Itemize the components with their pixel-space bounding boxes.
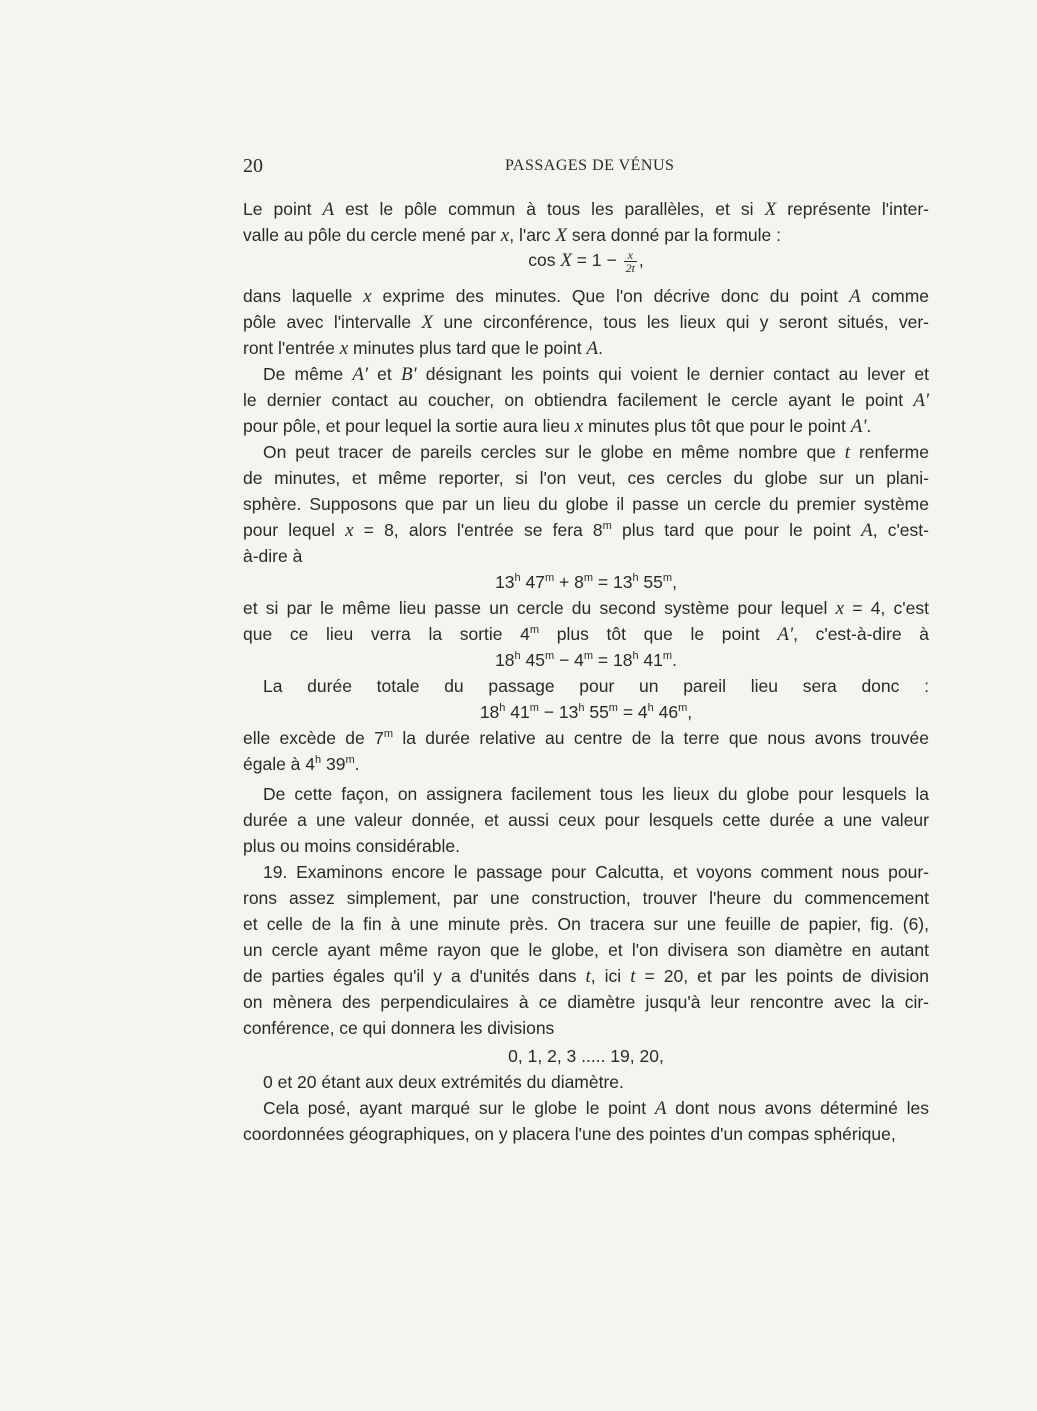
equation: 18$^h$ $41^m - 13^h$ $55^m = 4^h$ 46$^m$, <box>479 702 693 722</box>
text-line: un cercle ayant même rayon que le globe, et l'on divisera son diamètre en autant <box>243 940 929 960</box>
text-line: que ce lieu verra la sortie 4$^m$ plus tôt que le point A', c'est-à-dire à <box>243 624 930 645</box>
equation: 18$^h$ $45^m - 4^m = 18^h$ 41$^m$. <box>495 650 677 670</box>
text-line: 0 et 20 étant aux deux extrémités du diamètre. <box>263 1072 624 1092</box>
text-line: conférence, ce qui donnera les divisions <box>243 1018 555 1038</box>
text-line: durée a une valeur donnée, et aussi ceux pour lesquels cette durée a une valeur <box>243 810 929 830</box>
text-line: coordonnées géographiques, on y placera l'une des pointes d'un compas sphérique, <box>243 1124 896 1144</box>
text-line: Le point A est le pôle commun à tous les parallèles, et si X représente l'inter- <box>243 199 929 220</box>
text-line: égale à 4$^h$ 39$^m$. <box>243 754 360 774</box>
equation: 13$^h$ $47^m + 8^m = 13^h$ 55$^m$, <box>495 572 677 592</box>
text-line: pour pôle, et pour lequel la sortie aura lieu x minutes plus tôt que pour le point A'. <box>243 416 872 437</box>
text-line: Cela posé, ayant marqué sur le globe le point A dont nous avons déterminé les <box>263 1098 929 1119</box>
text-line: La durée totale du passage pour un pareil lieu sera donc : <box>263 676 929 696</box>
text-line: pour lequel x = 8, alors l'entrée se fera 8$^m$ plus tard que pour le point A, c'est- <box>243 520 929 541</box>
text-line: On peut tracer de pareils cercles sur le globe en même nombre que t renferme <box>263 442 929 463</box>
text-line: pôle avec l'intervalle X une circonférence, tous les lieux qui y seront situés, ver- <box>243 312 929 333</box>
equation: 0, 1, 2, 3 ..... 19, 20, <box>508 1046 664 1066</box>
text-line: de parties égales qu'il y a d'unités dans t, ici t = 20, et par les points de division <box>243 966 929 987</box>
text-line: rons assez simplement, par une construction, trouver l'heure du commencement <box>243 888 929 908</box>
text-line: le dernier contact au coucher, on obtiendra facilement le cercle ayant le point A' <box>243 390 929 411</box>
text-line: de minutes, et même reporter, si l'on veut, ces cercles du globe sur un plani- <box>243 468 929 488</box>
text-line: 19. Examinons encore le passage pour Calcutta, et voyons comment nous pour- <box>263 862 929 882</box>
text-line: dans laquelle x exprime des minutes. Que l'on décrive donc du point A comme <box>243 286 930 307</box>
text-line: sphère. Supposons que par un lieu du globe il passe un cercle du premier système <box>243 494 929 514</box>
running-title: PASSAGES DE VÉNUS <box>505 157 675 174</box>
text-line: on mènera des perpendiculaires à ce diamètre jusqu'à leur rencontre avec la cir- <box>243 992 929 1012</box>
text-line: plus ou moins considérable. <box>243 836 460 856</box>
page-number: 20 <box>243 155 263 177</box>
text-line: à-dire à <box>243 546 303 566</box>
text-line: elle excède de 7$^m$ la durée relative au centre de la terre que nous avons trouvée <box>243 728 929 748</box>
text-line: ront l'entrée x minutes plus tard que le point A. <box>243 338 603 359</box>
text-line: et si par le même lieu passe un cercle du second système pour lequel x = 4, c'est <box>243 598 929 619</box>
equation: cos X = 1 − $\frac{x}{2t}$ , <box>528 247 644 275</box>
text-line: De même A' et B' désignant les points qui voient le dernier contact au lever et <box>263 364 929 385</box>
text-line: et celle de la fin à une minute près. On tracera sur une feuille de papier, fig. (6), <box>243 914 929 934</box>
page-header <box>243 155 929 181</box>
text-line: valle au pôle du cercle mené par x, l'arc X sera donné par la formule : <box>243 225 781 246</box>
text-line: De cette façon, on assignera facilement tous les lieux du globe pour lesquels la <box>263 784 929 804</box>
